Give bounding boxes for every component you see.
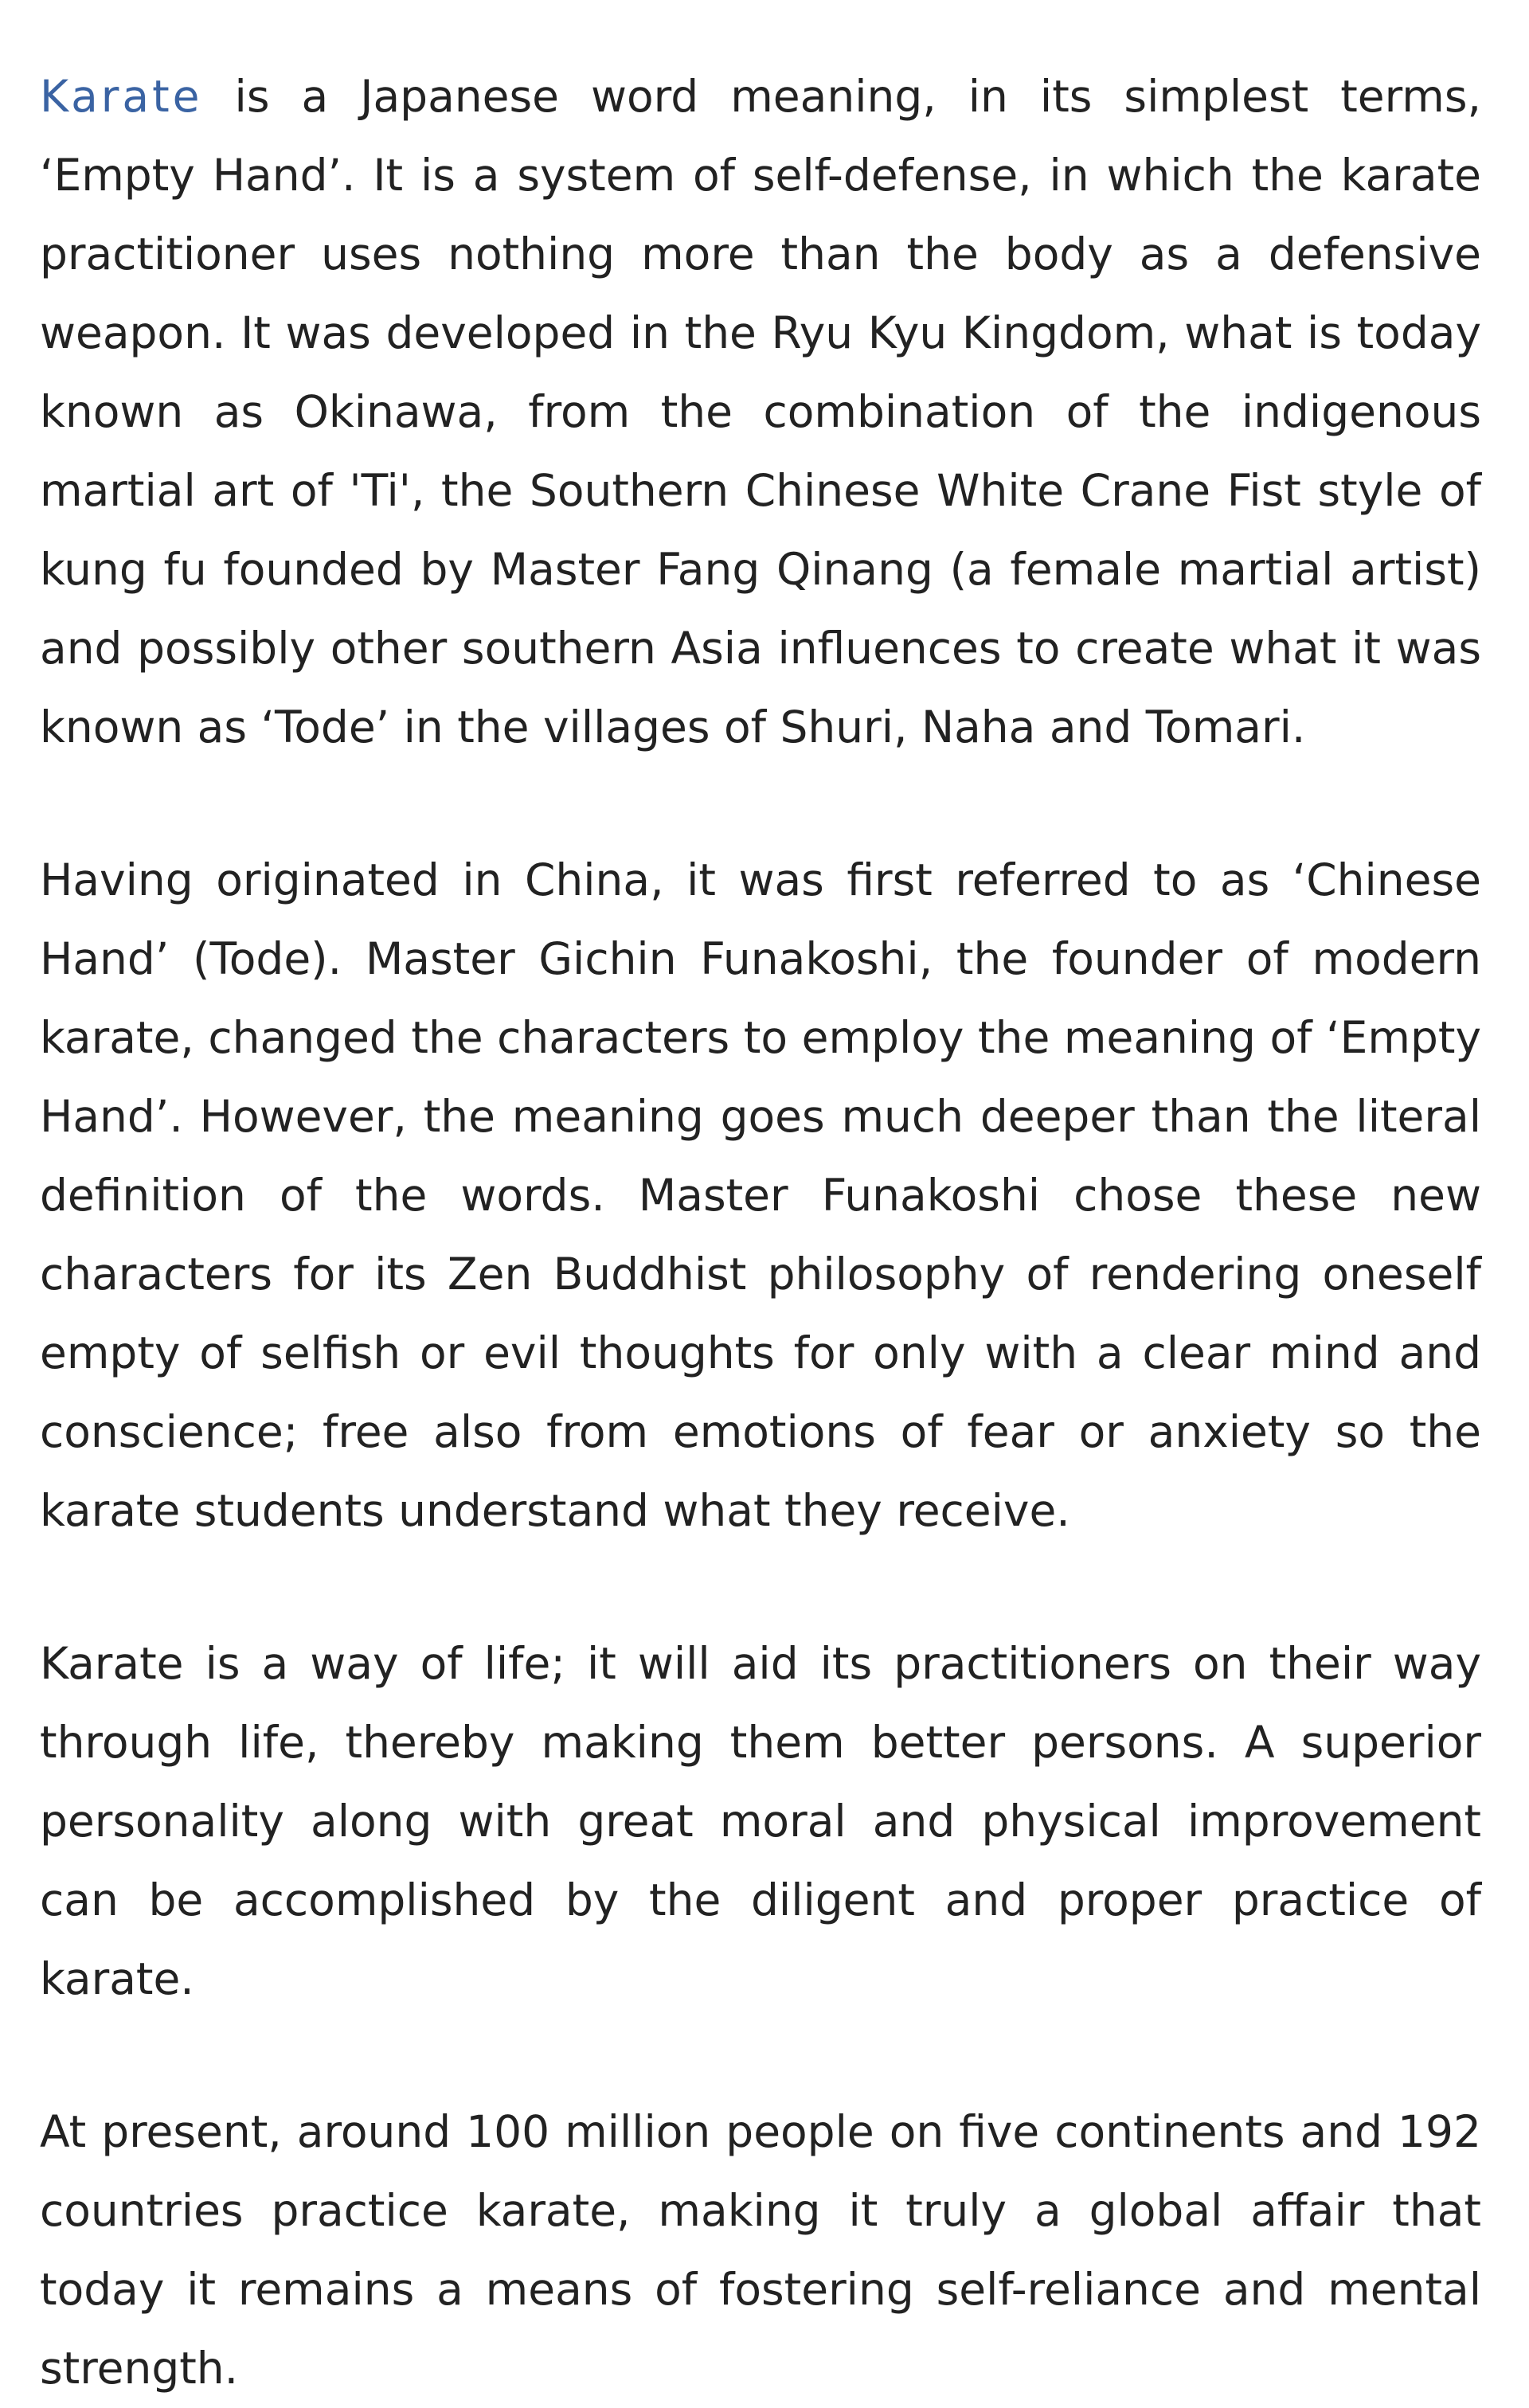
paragraph-spacer (40, 2019, 1481, 2093)
paragraph-present-day: At present, around 100 million people on five continents and 192 countries practice karate, making it truly a global affair that today it remains a means of fostering self-reliance and mental strength. (40, 2106, 1481, 2394)
paragraph-way-of-life: Karate is a way of life; it will aid its practitioners on their way through life, thereby making them better persons. A superior personality along with great moral and physical improvement can be accomplished by the diligent and proper practice of karate. (40, 1638, 1481, 2004)
article-body (40, 57, 1481, 2408)
paragraph-origin: Having originated in China, it was first referred to as ‘Chinese Hand’ (Tode). Master Gichin Funakoshi, the founder of modern karate, changed the characters to employ the meaning of ‘Empty Hand’. However, the meaning goes much deeper than the literal definition of the words. Master Funakoshi chose these new characters for its Zen Buddhist philosophy of rendering oneself empty of selfish or evil thoughts for only with a clear mind and conscience; free also from emotions of fear or anxiety so the karate students understand what they receive. (40, 854, 1481, 1536)
paragraph-definition (40, 57, 1481, 767)
paragraph-definition-text: is a Japanese word meaning, in its simplest terms, ‘Empty Hand’. It is a system of self-defense, in which the karate practitioner uses nothing more than the body as a defensive weapon. It was developed in the Ryu Kyu Kingdom, what is today known as Okinawa, from the combination of the indigenous martial art of 'Ti', the Southern Chinese White Crane Fist style of kung fu founded by Master Fang Qinang (a female martial artist) and possibly other southern Asia influences to create what it was known as ‘Tode’ in the villages of Shuri, Naha and Tomari. (40, 71, 1481, 752)
paragraph-spacer (40, 767, 1481, 841)
karate-link[interactable]: Karate (40, 71, 203, 122)
paragraph-spacer (40, 1550, 1481, 1624)
